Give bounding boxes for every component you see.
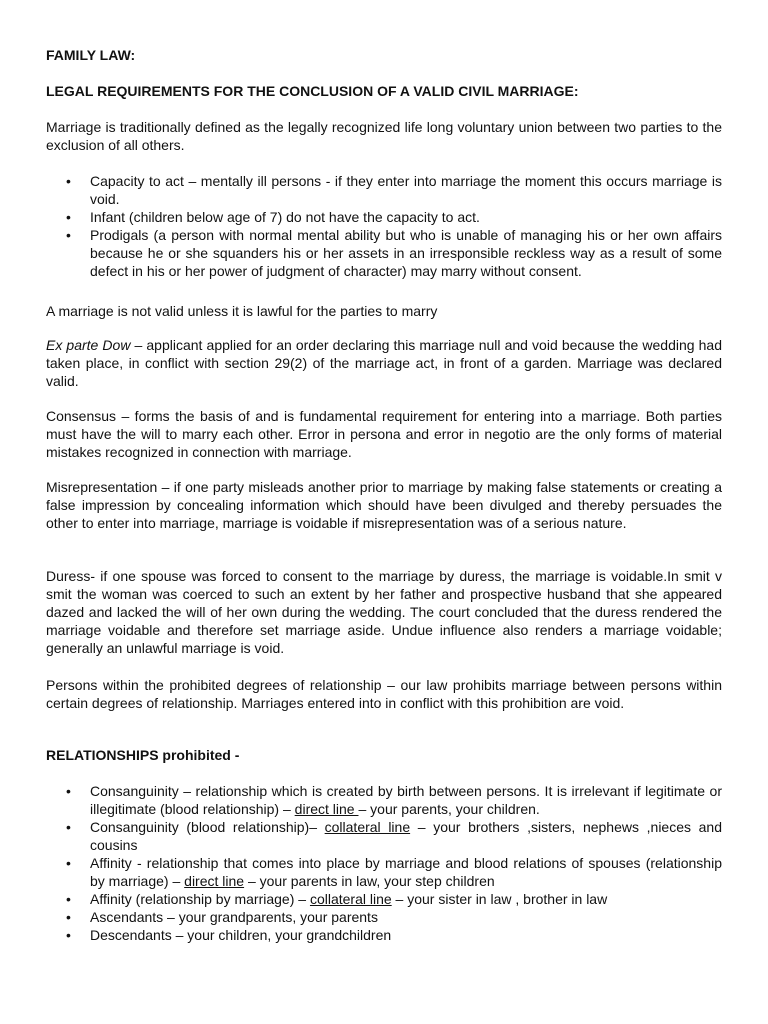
ex-parte-paragraph	[46, 336, 722, 390]
relationship-item: • Consanguinity – relationship which is created by birth between persons. It is irrelevant if legitimate or illegitimate (blood relationship) – direct line – your parents, your children.	[46, 782, 722, 818]
relationships-heading: RELATIONSHIPS prohibited -	[46, 747, 240, 763]
prohibited-degrees-paragraph: Persons within the prohibited degrees of relationship – our law prohibits marriage between persons within certain degrees of relationship. Marriages entered into in conflict with this prohibition are void.	[46, 677, 722, 711]
capacity-item: • Infant (children below age of 7) do not have the capacity to act.	[46, 208, 722, 226]
ex-parte-text: – applicant applied for an order declaring this marriage null and void because the wedding had taken place, in conflict with section 29(2) of the marriage act, in front of a garden. Marriage was declared valid.	[46, 337, 722, 389]
relationship-item: • Ascendants – your grandparents, your parents	[46, 908, 722, 926]
relationships-list	[46, 782, 722, 944]
relationship-item: • Affinity (relationship by marriage) – collateral line – your sister in law , brother in law	[46, 890, 722, 908]
relationship-item: • Affinity - relationship that comes into place by marriage and blood relations of spouses (relationship by marriage) – direct line – your parents in law, your step children	[46, 854, 722, 890]
consensus-paragraph: Consensus – forms the basis of and is fundamental requirement for entering into a marriage. Both parties must have the will to marry each other. Error in persona and error in negotio are the only forms of material mistakes recognized in connection with marriage.	[46, 408, 722, 460]
relationship-item: • Consanguinity (blood relationship)– collateral line – your brothers ,sisters, nephews ,nieces and cousins	[46, 818, 722, 854]
capacity-list	[46, 172, 722, 280]
intro-paragraph: Marriage is traditionally defined as the legally recognized life long voluntary union between two parties to the exclusion of all others.	[46, 119, 722, 153]
capacity-item: • Capacity to act – mentally ill persons - if they enter into marriage the moment this occurs marriage is void.	[46, 172, 722, 208]
lawful-paragraph: A marriage is not valid unless it is lawful for the parties to marry	[46, 303, 438, 319]
relationship-item: • Descendants – your children, your grandchildren	[46, 926, 722, 944]
duress-paragraph: Duress- if one spouse was forced to consent to the marriage by duress, the marriage is voidable.In smit v smit the woman was coerced to such an extent by her father and prospective husband that she appeared dazed and lacked the will of her own during the wedding. The court concluded that the duress rendered the marriage voidable and therefore set marriage aside. Undue influence also renders a marriage voidable; generally an unlawful marriage is void.	[46, 568, 722, 656]
case-name: Ex parte Dow	[46, 337, 131, 353]
doc-subtitle: LEGAL REQUIREMENTS FOR THE CONCLUSION OF A VALID CIVIL MARRIAGE:	[46, 83, 579, 99]
doc-title: FAMILY LAW:	[46, 47, 136, 63]
misrepresentation-paragraph: Misrepresentation – if one party misleads another prior to marriage by making false statements or creating a false impression by concealing information which should have been divulged and thereby persuades the other to enter into marriage, marriage is voidable if misrepresentation was of a serious nature.	[46, 479, 722, 531]
capacity-item: • Prodigals (a person with normal mental ability but who is unable of managing his or her own affairs because he or she squanders his or her assets in an irresponsible reckless way as a result of some defect in his or her power of judgment of character) may marry without consent.	[46, 226, 722, 280]
